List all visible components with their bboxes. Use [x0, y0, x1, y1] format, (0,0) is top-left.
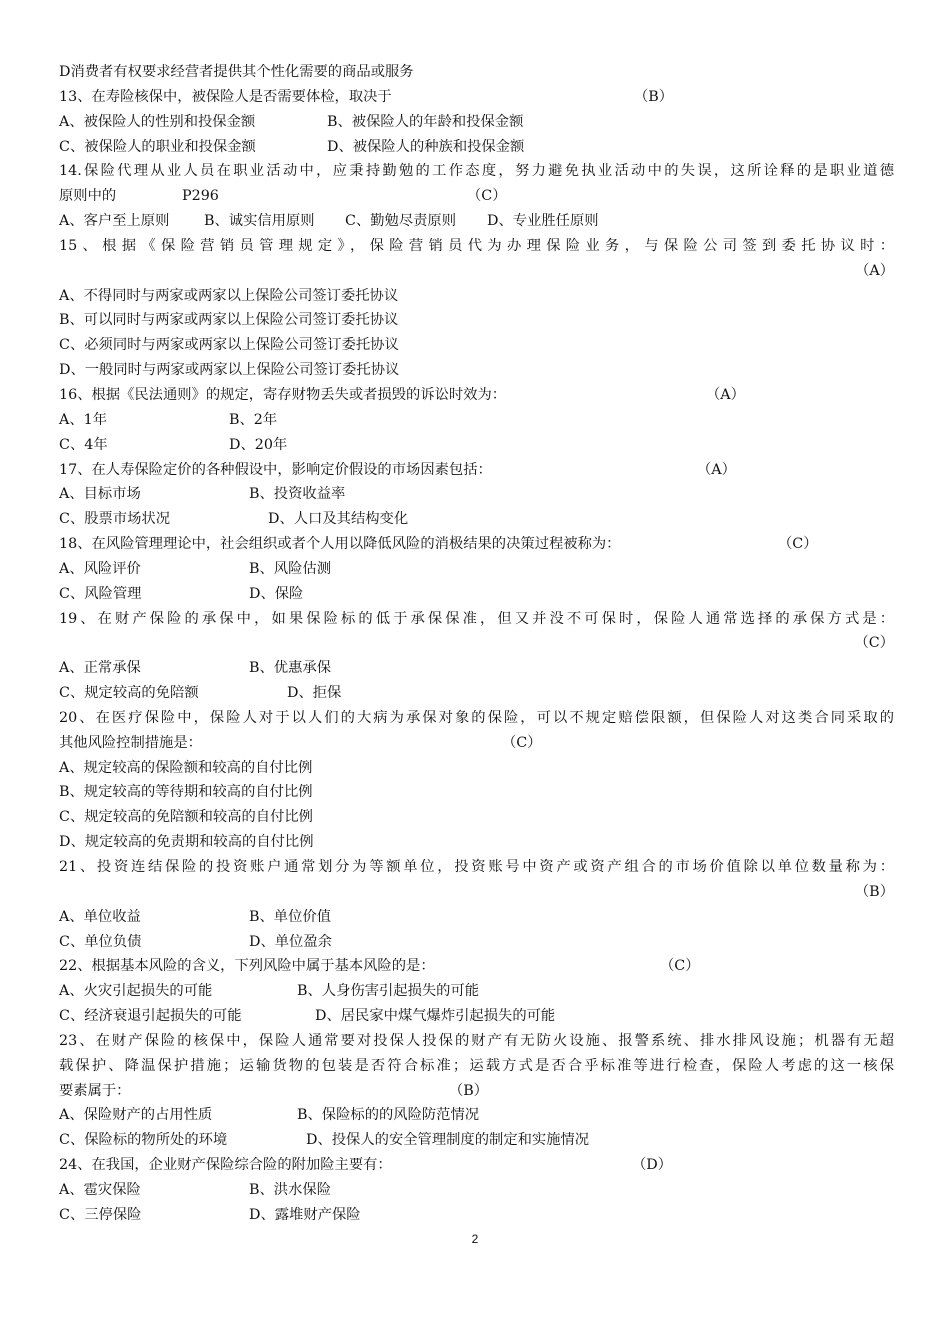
line-text: 15、根据《保险营销员管理规定》，保险营销员代为办理保险业务，与保险公司签到委托协议时：	[59, 237, 894, 254]
option-text: B、单位价值	[249, 908, 331, 925]
option-text: D、投保人的安全管理制度的制定和实施情况	[306, 1132, 590, 1149]
line-text: C、被保险人的职业和投保金额	[59, 138, 256, 155]
line-text: C、股票市场状况	[59, 511, 171, 528]
option-text: D、露堆财产保险	[249, 1206, 361, 1223]
line-text: C、规定较高的免陪额和较高的自付比例	[59, 809, 313, 826]
text-line	[59, 731, 894, 756]
text-line	[59, 110, 894, 135]
line-text: C、必须同时与两家或两家以上保险公司签订委托协议	[59, 337, 399, 354]
line-text: 21、投资连结保险的投资账户通常划分为等额单位，投资账号中资产或资产组合的市场价值除以单位数量称为：	[59, 859, 894, 875]
option-text: B、投资收益率	[249, 486, 346, 503]
answer-key: （C）	[502, 734, 542, 751]
line-text: C、经济衰退引起损失的可能	[59, 1008, 242, 1025]
text-line	[59, 631, 894, 656]
line-text: D、规定较高的免责期和较高的自付比例	[59, 834, 314, 851]
text-line	[59, 482, 894, 507]
line-text: A、规定较高的保险额和较高的自付比例	[59, 759, 313, 776]
option-text: B、人身伤害引起损失的可能	[297, 983, 480, 1000]
line-text: C、规定较高的免陪额	[59, 685, 199, 702]
text-line	[59, 308, 894, 333]
text-line	[59, 905, 894, 930]
text-line	[59, 954, 894, 979]
option-text: B、诚实信用原则	[204, 213, 315, 230]
line-text: D消费者有权要求经营者提供其个性化需要的商品或服务	[59, 64, 414, 80]
option-text: D、人口及其结构变化	[268, 511, 409, 528]
answer-key: （A）	[706, 386, 745, 403]
answer-key: （C）	[467, 188, 507, 205]
line-text: B、规定较高的等待期和较高的自付比例	[59, 784, 313, 801]
text-line	[59, 433, 894, 458]
line-text: A、保险财产的占用性质	[59, 1107, 213, 1124]
text-line	[59, 1178, 894, 1203]
text-line	[59, 880, 894, 905]
line-text: C、风险管理	[59, 585, 142, 602]
text-line	[59, 358, 894, 383]
text-line	[59, 284, 894, 309]
text-line	[59, 855, 894, 880]
text-line	[59, 60, 894, 85]
line-text: A、目标市场	[59, 486, 141, 503]
line-text: 17、在人寿保险定价的各种假设中，影响定价假设的市场因素包括：	[59, 461, 492, 478]
option-text: D、专业胜任原则	[487, 213, 599, 230]
page-number: 2	[471, 1232, 479, 1246]
option-text: P296	[182, 188, 219, 205]
option-text: B、被保险人的年龄和投保金额	[327, 113, 524, 130]
option-text: B、2年	[229, 411, 278, 428]
option-text: B、优惠承保	[249, 660, 331, 677]
text-line	[59, 184, 894, 209]
line-text: D、一般同时与两家或两家以上保险公司签订委托协议	[59, 362, 400, 379]
text-line	[59, 507, 894, 532]
option-text: B、保险标的的风险防范情况	[297, 1107, 480, 1124]
line-text: 载保护、降温保护措施；运输货物的包装是否符合标准；运载方式是否合乎标准等进行检查，保险人考虑的这一核保	[59, 1057, 894, 1074]
answer-key: （C）	[660, 958, 700, 975]
line-text: 14.保险代理从业人员在职业活动中，应秉持勤勉的工作态度，努力避免执业活动中的失误，这所诠释的是职业道德	[59, 163, 894, 180]
text-line	[59, 780, 894, 805]
text-line	[59, 930, 894, 955]
text-line	[59, 1029, 894, 1054]
text-line	[59, 830, 894, 855]
line-text: C、单位负债	[59, 933, 142, 950]
line-text: B、可以同时与两家或两家以上保险公司签订委托协议	[59, 312, 399, 329]
text-line	[59, 805, 894, 830]
answer-key: （B）	[449, 1082, 489, 1099]
text-line	[59, 1079, 894, 1104]
line-text: 16、根据《民法通则》的规定，寄存财物丢失或者损毁的诉讼时效为：	[59, 386, 507, 403]
text-line	[59, 557, 894, 582]
text-line	[59, 209, 894, 234]
line-text: 20、在医疗保险中，保险人对于以人们的大病为承保对象的保险，可以不规定赔偿限额，但保险人对这类合同采取的	[59, 709, 894, 726]
line-text: 24、在我国，企业财产保险综合险的附加险主要有：	[59, 1157, 392, 1174]
text-line	[59, 408, 894, 433]
text-line	[59, 159, 894, 184]
line-text: C、保险标的物所处的环境	[59, 1132, 228, 1149]
line-text: A、不得同时与两家或两家以上保险公司签订委托协议	[59, 287, 399, 304]
text-line	[59, 135, 894, 160]
line-text: A、火灾引起损失的可能	[59, 983, 213, 1000]
text-line	[59, 1128, 894, 1153]
option-text: D、拒保	[287, 685, 342, 702]
text-line	[59, 1054, 894, 1079]
answer-key: （A）	[855, 262, 894, 279]
line-text: A、单位收益	[59, 908, 141, 925]
line-text: 要素属于：	[59, 1082, 131, 1099]
line-text: A、客户至上原则	[59, 213, 170, 230]
text-line	[59, 532, 894, 557]
option-text: B、洪水保险	[249, 1181, 331, 1198]
option-text: D、单位盈余	[249, 933, 332, 950]
option-text: C、勤勉尽责原则	[345, 213, 457, 230]
text-line	[59, 582, 894, 607]
line-text: 13、在寿险核保中，被保险人是否需要体检，取决于	[59, 88, 392, 105]
text-line	[59, 656, 894, 681]
option-text: D、居民家中煤气爆炸引起损失的可能	[315, 1008, 556, 1025]
answer-key: （D）	[632, 1157, 673, 1174]
line-text: C、4年	[59, 436, 108, 453]
answer-key: （B）	[854, 883, 894, 900]
text-line	[59, 979, 894, 1004]
line-text: A、雹灾保险	[59, 1181, 141, 1198]
text-line	[59, 706, 894, 731]
document-body	[59, 60, 894, 1228]
option-text: D、20年	[229, 436, 288, 453]
text-line	[59, 607, 894, 632]
text-line	[59, 1103, 894, 1128]
line-text: 18、在风险管理理论中，社会组织或者个人用以降低风险的消极结果的决策过程被称为：	[59, 536, 621, 553]
text-line	[59, 1153, 894, 1178]
text-line	[59, 1203, 894, 1228]
text-line	[59, 681, 894, 706]
line-text: A、被保险人的性别和投保金额	[59, 113, 256, 130]
line-text: 22、根据基本风险的含义，下列风险中属于基本风险的是：	[59, 958, 435, 975]
option-text: D、被保险人的种族和投保金额	[327, 138, 525, 155]
line-text: C、三停保险	[59, 1206, 142, 1223]
line-text: 其他风险控制措施是：	[59, 734, 202, 751]
line-text: A、风险评价	[59, 560, 141, 577]
answer-key: （C）	[854, 635, 894, 652]
line-text: 原则中的	[59, 188, 117, 205]
line-text: A、1年	[59, 411, 108, 428]
line-text: 23、在财产保险的核保中，保险人通常要对投保人投保的财产有无防火设施、报警系统、排水排风设施；机器有无超	[59, 1032, 894, 1049]
text-line	[59, 458, 894, 483]
text-line	[59, 333, 894, 358]
option-text: D、保险	[249, 585, 304, 602]
answer-key: （C）	[778, 536, 818, 553]
text-line	[59, 85, 894, 110]
option-text: B、风险估测	[249, 560, 331, 577]
text-line	[59, 259, 894, 284]
line-text: 19、在财产保险的承保中，如果保险标的低于承保保准，但又并没不可保时，保险人通常选择的承保方式是：	[59, 610, 894, 627]
text-line	[59, 756, 894, 781]
text-line	[59, 1004, 894, 1029]
line-text: A、正常承保	[59, 660, 141, 677]
text-line	[59, 383, 894, 408]
answer-key: （B）	[634, 88, 674, 105]
text-line	[59, 234, 894, 259]
answer-key: （A）	[697, 461, 736, 478]
